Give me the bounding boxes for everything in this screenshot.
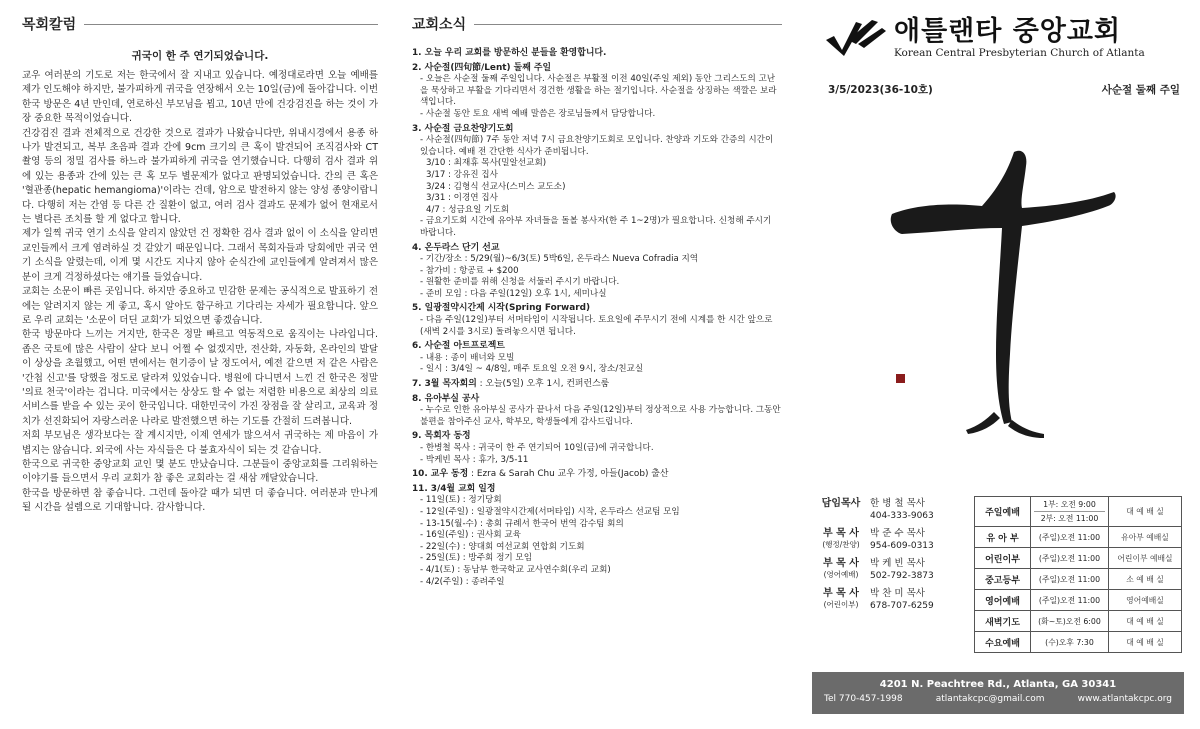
column-paragraph: 한국 방문마다 느끼는 거지만, 한국은 정말 빠르고 역동적으로 움직이는 나라입니다. 좁은 국토에 많은 사람이 살다 보니 어쩔 수 없겠지만, 전산화, 자동화, 온라인의 발달이 상상을 초월했고, 어떤 면에서는 현기증이 날 정도여서, 예전 같으면 저 같은 사람은 '간첩 신고'를 당했을 정도로 달라져 있었습니다. 병원에 다니면서 느낀 건 한국은 정말 '의료 천국'이라는 겁니다. 미국에서는 상상도 할 수 없는 저렴한 비용으로 최상의 의료 서비스를 받을 수 있는 곳이 한국입니다. 대한민국이 가진 장점을 잘 살리고, 교육과 정치가 선진화되어 자랑스러운 나라로 발전했으면 하는 기도를 간절히 드려봅니다. bbox=[22, 329, 378, 427]
staff-role bbox=[812, 498, 870, 522]
news-item-line: - 12일(주일) : 일광절약시간제(서머타임) 시작, 온두라스 선교팀 모임 bbox=[420, 506, 680, 517]
news-item-line: - 사순절 동안 토요 새벽 예배 말씀은 장로님들께서 담당합니다. bbox=[420, 108, 656, 119]
worship-row bbox=[975, 590, 1182, 611]
column-paragraph: 건강검진 결과 전체적으로 건강한 것으로 결과가 나왔습니다만, 위내시경에서 용종 하나가 발견되고, 복부 초음파 결과 간에 9cm 크기의 큰 혹이 발견되어 조직검사와 CT 촬영 등의 정밀 검사를 하느라 불가피하게 귀국을 연기했습니다. 다행히 검사 결과 위에 있는 용종과 간에 있는 큰 혹 모두 별문제가 없다고 판명되었습니다. 간의 큰 혹은 '혈관종(hepatic hemangioma)'이라는 건데, 암으로 발전하지 않는 양성 종양이랍니다. 다행히 저는 간염 등 다른 간 질환이 없고, 여러 검사 결과도 문제가 없어 현재로서는 별다른 조치를 할 게 없다고 합니다. bbox=[22, 127, 378, 226]
news-item-title bbox=[412, 48, 782, 60]
staff-role-title: 담임목사 bbox=[821, 498, 861, 509]
news-item-line: - 준비 모임 : 다음 주일(12일) 오후 1시, 세미나실 bbox=[420, 288, 607, 299]
church-name bbox=[894, 16, 1145, 59]
staff-phone: 502-792-3873 bbox=[870, 571, 934, 581]
worship-time-text: (주일)오전 11:00 bbox=[1038, 553, 1101, 563]
staff-name: 박 케 빈 목사 bbox=[870, 558, 925, 569]
news-item bbox=[412, 394, 782, 429]
news-item bbox=[412, 124, 782, 240]
news-item-title bbox=[412, 379, 782, 391]
news-item bbox=[412, 48, 782, 60]
news-list bbox=[412, 48, 782, 588]
worship-room: 대 예 배 실 bbox=[1109, 497, 1182, 527]
worship-name: 새벽기도 bbox=[975, 611, 1031, 632]
worship-time-text: (주일)오전 11:00 bbox=[1038, 532, 1101, 542]
news-item-line: - 기간/장소 : 5/29(월)~6/3(토) 5박6일, 온두라스 Nueva Cofradia 지역 bbox=[420, 254, 699, 265]
news-item-line: - 금요기도회 시간에 유아부 자녀들을 돌볼 봉사자(한 주 1~2명)가 필요합니다. 신청해 주시기 바랍니다. bbox=[420, 216, 772, 238]
staff-row bbox=[812, 528, 972, 552]
church-news-heading: 교회소식 bbox=[412, 17, 467, 33]
church-phone: Tel 770-457-1998 bbox=[824, 694, 903, 704]
church-news bbox=[412, 14, 782, 591]
news-item-line: - 11일(토) : 정기당회 bbox=[420, 495, 502, 506]
column-paragraph: 교회는 소문이 빠른 곳입니다. 하지만 중요하고 민감한 문제는 공식적으로 발표하기 전에는 알려지지 않는 게 좋고, 혹시 알아도 함구하고 기다리는 자세가 필요합니다. 앞으로 우리 교회는 '소문이 더딘 교회'가 되었으면 좋겠습니다. bbox=[22, 286, 378, 326]
news-item-line: - 4/1(토) : 동남부 한국학교 교사연수회(우리 교회) bbox=[420, 564, 611, 575]
news-item-line: - 원활한 준비를 위해 신청을 서둘러 주시기 바랍니다. bbox=[420, 277, 620, 288]
news-item-title-text: 10. 교우 동정 bbox=[412, 469, 469, 480]
news-item-title bbox=[412, 431, 782, 443]
worship-row bbox=[975, 632, 1182, 653]
staff-role bbox=[812, 558, 870, 582]
news-item-line: - 4/2(주일) : 종려주일 bbox=[420, 576, 505, 587]
staff-row bbox=[812, 588, 972, 612]
news-item bbox=[412, 431, 782, 466]
news-item-title-text: 2. 사순절(四旬節/Lent) 둘째 주일 bbox=[412, 62, 552, 73]
worship-room: 소 예 배 실 bbox=[1109, 569, 1182, 590]
news-item bbox=[412, 63, 782, 121]
news-item-line: - 사순절(四旬節) 7주 동안 저녁 7시 금요찬양기도회로 모입니다. 찬양과 기도와 간증의 시간이 있습니다. 예배 전 간단한 식사가 준비됩니다. bbox=[420, 135, 774, 157]
pastor-column-header bbox=[22, 14, 378, 34]
staff-name: 한 병 철 목사 bbox=[870, 498, 925, 509]
staff-info bbox=[870, 498, 934, 522]
worship-time bbox=[1031, 632, 1109, 653]
news-item-title-text: 5. 일광절약시간제 시작(Spring Forward) bbox=[412, 303, 591, 314]
worship-schedule-table bbox=[974, 496, 1182, 653]
news-item-line: - 박케빈 목사 : 휴가, 3/5-11 bbox=[420, 454, 529, 465]
staff-role bbox=[812, 528, 870, 552]
news-item-title-text: 6. 사순절 아트프로젝트 bbox=[412, 341, 505, 352]
news-item-line: - 내용 : 종이 배너와 모빌 bbox=[420, 352, 515, 363]
news-item-line: - 22일(수) : 양대회 여선교회 연합회 기도회 bbox=[420, 541, 585, 552]
news-item-inline-text: : 오늘(5일) 오후 1시, 컨퍼런스룸 bbox=[476, 379, 610, 390]
church-email[interactable]: atlantakcpc@gmail.com bbox=[935, 694, 1045, 704]
staff-list bbox=[812, 498, 972, 618]
news-item-title-text: 11. 3/4월 교회 일정 bbox=[412, 483, 496, 494]
news-item-subline: 4/7 : 성금요일 기도회 bbox=[426, 204, 510, 215]
news-item bbox=[412, 379, 782, 391]
church-logo bbox=[822, 14, 1184, 60]
pastor-column-title: 귀국이 한 주 연기되었습니다. bbox=[131, 50, 269, 62]
news-item-line: - 13-15(월-수) : 총회 규례서 한국어 번역 감수팀 회의 bbox=[420, 518, 624, 529]
news-item-line: - 일시 : 3/4일 ~ 4/8일, 매주 토요일 오전 9시, 장소/친교실 bbox=[420, 364, 644, 375]
worship-time bbox=[1031, 569, 1109, 590]
worship-name: 어린이부 bbox=[975, 548, 1031, 569]
news-item bbox=[412, 303, 782, 338]
news-item-title-text: 4. 온두라스 단기 선교 bbox=[412, 242, 500, 253]
worship-time bbox=[1031, 611, 1109, 632]
news-item-line: - 참가비 : 항공료 + $200 bbox=[420, 265, 519, 276]
worship-name: 주일예배 bbox=[975, 497, 1031, 527]
church-address: 4201 N. Peachtree Rd., Atlanta, GA 30341 bbox=[879, 679, 1117, 690]
news-item-title-text: 1. 오늘 우리 교회를 방문하신 분들을 환영합니다. bbox=[412, 48, 607, 58]
news-item-line: - 오늘은 사순절 둘째 주일입니다. 사순절은 부활절 이전 40일(주일 제외) 동안 그리스도의 고난을 묵상하고 부활을 기다리면서 경건한 생활을 하는 절기입니다. 사순절을 상징하는 색깔은 보라색입니다. bbox=[420, 74, 777, 108]
worship-room: 어린이부 예배실 bbox=[1109, 548, 1182, 569]
church-name-korean: 애틀랜타 중앙교회 bbox=[894, 15, 1122, 47]
staff-row bbox=[812, 498, 972, 522]
column-paragraph: 한국으로 귀국한 중앙교회 교인 몇 분도 만났습니다. 그분들이 중앙교회를 그리워하는 이야기를 들으면서 우리 교회가 참 좋은 교회라는 걸 새삼 깨달았습니다. bbox=[22, 458, 378, 485]
staff-role-sub: (행정/찬양) bbox=[822, 540, 860, 549]
church-news-header bbox=[412, 14, 782, 34]
staff-role-sub: (어린이부) bbox=[823, 600, 859, 609]
staff-role-sub: (영어예배) bbox=[823, 570, 859, 579]
news-item-title bbox=[412, 469, 782, 481]
staff-role bbox=[812, 588, 870, 612]
news-item bbox=[412, 484, 782, 588]
news-item bbox=[412, 243, 782, 301]
staff-role-title: 부 목 사 bbox=[823, 528, 859, 539]
news-item-subline: 3/24 : 김형식 선교사(스미스 교도소) bbox=[426, 181, 566, 192]
news-item-line: - 다음 주일(12일)부터 서머타임이 시작됩니다. 토요일에 주무시기 전에 시계를 한 시간 앞으로(새벽 2시를 3시로) 돌려놓으시면 됩니다. bbox=[420, 315, 773, 337]
staff-name: 박 준 수 목사 bbox=[870, 528, 925, 539]
church-website[interactable]: www.atlantakcpc.org bbox=[1077, 694, 1172, 704]
worship-room: 유아부 예배실 bbox=[1109, 527, 1182, 548]
news-item-line: - 누수로 인한 유아부실 공사가 끝나서 다음 주일(12일)부터 정상적으로 사용 가능합니다. 그동안 불편을 참아주신 교사, 학부모, 학생들에게 감사드립니다. bbox=[420, 405, 781, 427]
news-item bbox=[412, 469, 782, 481]
bulletin-date-row bbox=[812, 82, 1184, 97]
news-item-line: - 25일(토) : 방주회 정기 모임 bbox=[420, 553, 533, 564]
church-footer bbox=[812, 672, 1184, 714]
staff-info bbox=[870, 588, 934, 612]
staff-info bbox=[870, 528, 934, 552]
heading-rule bbox=[474, 24, 782, 25]
news-item-title bbox=[412, 124, 782, 136]
worship-time-text: 2부: 오전 11:00 bbox=[1040, 514, 1099, 523]
staff-info bbox=[870, 558, 934, 582]
news-item-line: - 16일(주일) : 권사회 교육 bbox=[420, 530, 521, 541]
bulletin-date: 3/5/2023(36-10호) bbox=[828, 84, 933, 96]
column-paragraph: 교우 여러분의 기도로 저는 한국에서 잘 지내고 있습니다. 예정대로라면 오늘 예배를 제가 인도해야 하지만, 불가피하게 귀국을 연장해서 오는 10일(금)에 돌아갑니다. 이번 한국 방문은 4년 만인데, 연로하신 부모님을 뵙고, 10년 만에 건강검진을 하는 것이 가장 중요한 목적이었습니다. bbox=[22, 70, 378, 125]
worship-row bbox=[975, 569, 1182, 590]
news-item-title bbox=[412, 341, 782, 353]
worship-row bbox=[975, 548, 1182, 569]
news-item-subline: 3/10 : 최재휴 목사(밀알선교회) bbox=[426, 158, 547, 169]
news-item-title bbox=[412, 303, 782, 315]
staff-phone: 404-333-9063 bbox=[870, 511, 934, 521]
news-item-title-text: 9. 목회자 동정 bbox=[412, 431, 471, 442]
bulletin-cover bbox=[812, 14, 1184, 714]
church-logo-icon bbox=[822, 14, 888, 60]
heading-rule bbox=[84, 24, 378, 25]
worship-time bbox=[1031, 548, 1109, 569]
pastor-column-heading: 목회칼럼 bbox=[22, 17, 77, 33]
worship-time-text: (주일)오전 11:00 bbox=[1038, 574, 1101, 584]
worship-time-text: 1부: 오전 9:00 bbox=[1034, 499, 1105, 512]
pastor-column bbox=[22, 14, 378, 516]
news-item-inline-text: : Ezra & Sarah Chu 교우 가정, 아들(Jacob) 출산 bbox=[468, 469, 669, 480]
worship-row bbox=[975, 497, 1182, 527]
worship-name: 중고등부 bbox=[975, 569, 1031, 590]
staff-name: 박 찬 미 목사 bbox=[870, 588, 925, 599]
news-item-title-text: 7. 3월 목자회의 bbox=[412, 379, 477, 390]
staff-phone: 954-609-0313 bbox=[870, 541, 934, 551]
worship-name: 유 아 부 bbox=[975, 527, 1031, 548]
church-contact bbox=[812, 690, 1184, 704]
column-paragraph: 제가 일찍 귀국 연기 소식을 알리지 않았던 건 정확한 검사 결과 없이 이 소식을 알리면 교인들께서 크게 염려하실 것 같았기 때문입니다. 그래서 목회자들과 당회에만 귀국 연기 소식을 알렸는데, 이게 몇 시간도 지나지 않아 순식간에 교인들에게 알려져서 많은 분이 크게 걱정하셨다는 얘기를 들었습니다. bbox=[22, 228, 378, 283]
news-item-line: - 한병철 목사 : 귀국이 한 주 연기되어 10일(금)에 귀국합니다. bbox=[420, 443, 654, 453]
news-item-title-text: 3. 사순절 금요찬양기도회 bbox=[412, 123, 514, 134]
red-seal-icon bbox=[896, 374, 905, 383]
worship-room: 영어예배실 bbox=[1109, 590, 1182, 611]
worship-time-text: (화~토)오전 6:00 bbox=[1038, 616, 1101, 626]
news-item-title bbox=[412, 243, 782, 255]
staff-row bbox=[812, 558, 972, 582]
church-name-english: Korean Central Presbyterian Church of Atlanta bbox=[894, 46, 1145, 59]
worship-time-text: (수)오후 7:30 bbox=[1045, 637, 1094, 647]
news-item-title bbox=[412, 394, 782, 406]
liturgical-sunday: 사순절 둘째 주일 bbox=[1101, 84, 1180, 96]
news-item-subline: 3/31 : 이경연 집사 bbox=[426, 193, 498, 204]
worship-time bbox=[1031, 590, 1109, 611]
worship-row bbox=[975, 527, 1182, 548]
worship-name: 영어예배 bbox=[975, 590, 1031, 611]
pastor-column-body bbox=[22, 69, 378, 516]
cross-illustration bbox=[882, 144, 1122, 444]
news-item-title bbox=[412, 484, 782, 496]
column-paragraph: 저희 부모님은 생각보다는 잘 계시지만, 이제 연세가 많으셔서 귀국하는 제 마음이 가볍지는 않습니다. 외국에 사는 자식들은 다 불효자식이 되는 것 같습니다. bbox=[22, 430, 378, 456]
news-item-title-text: 8. 유아부실 공사 bbox=[412, 393, 480, 404]
worship-time bbox=[1031, 497, 1109, 527]
worship-time-text: (주일)오전 11:00 bbox=[1038, 595, 1101, 605]
worship-time bbox=[1031, 527, 1109, 548]
worship-name: 수요예배 bbox=[975, 632, 1031, 653]
worship-row bbox=[975, 611, 1182, 632]
staff-role-title: 부 목 사 bbox=[823, 558, 859, 569]
worship-room: 대 예 배 실 bbox=[1109, 611, 1182, 632]
news-item-title bbox=[412, 63, 782, 75]
staff-phone: 678-707-6259 bbox=[870, 601, 934, 611]
news-item-subline: 3/17 : 강유진 집사 bbox=[426, 169, 498, 180]
staff-role-title: 부 목 사 bbox=[823, 588, 859, 599]
worship-room: 대 예 배 실 bbox=[1109, 632, 1182, 653]
column-paragraph: 한국을 방문하면 참 좋습니다. 그런데 돌아갈 때가 되면 더 좋습니다. 여러분과 만나게 될 시간을 설렘으로 기대합니다. 감사합니다. bbox=[22, 487, 378, 514]
news-item bbox=[412, 341, 782, 376]
